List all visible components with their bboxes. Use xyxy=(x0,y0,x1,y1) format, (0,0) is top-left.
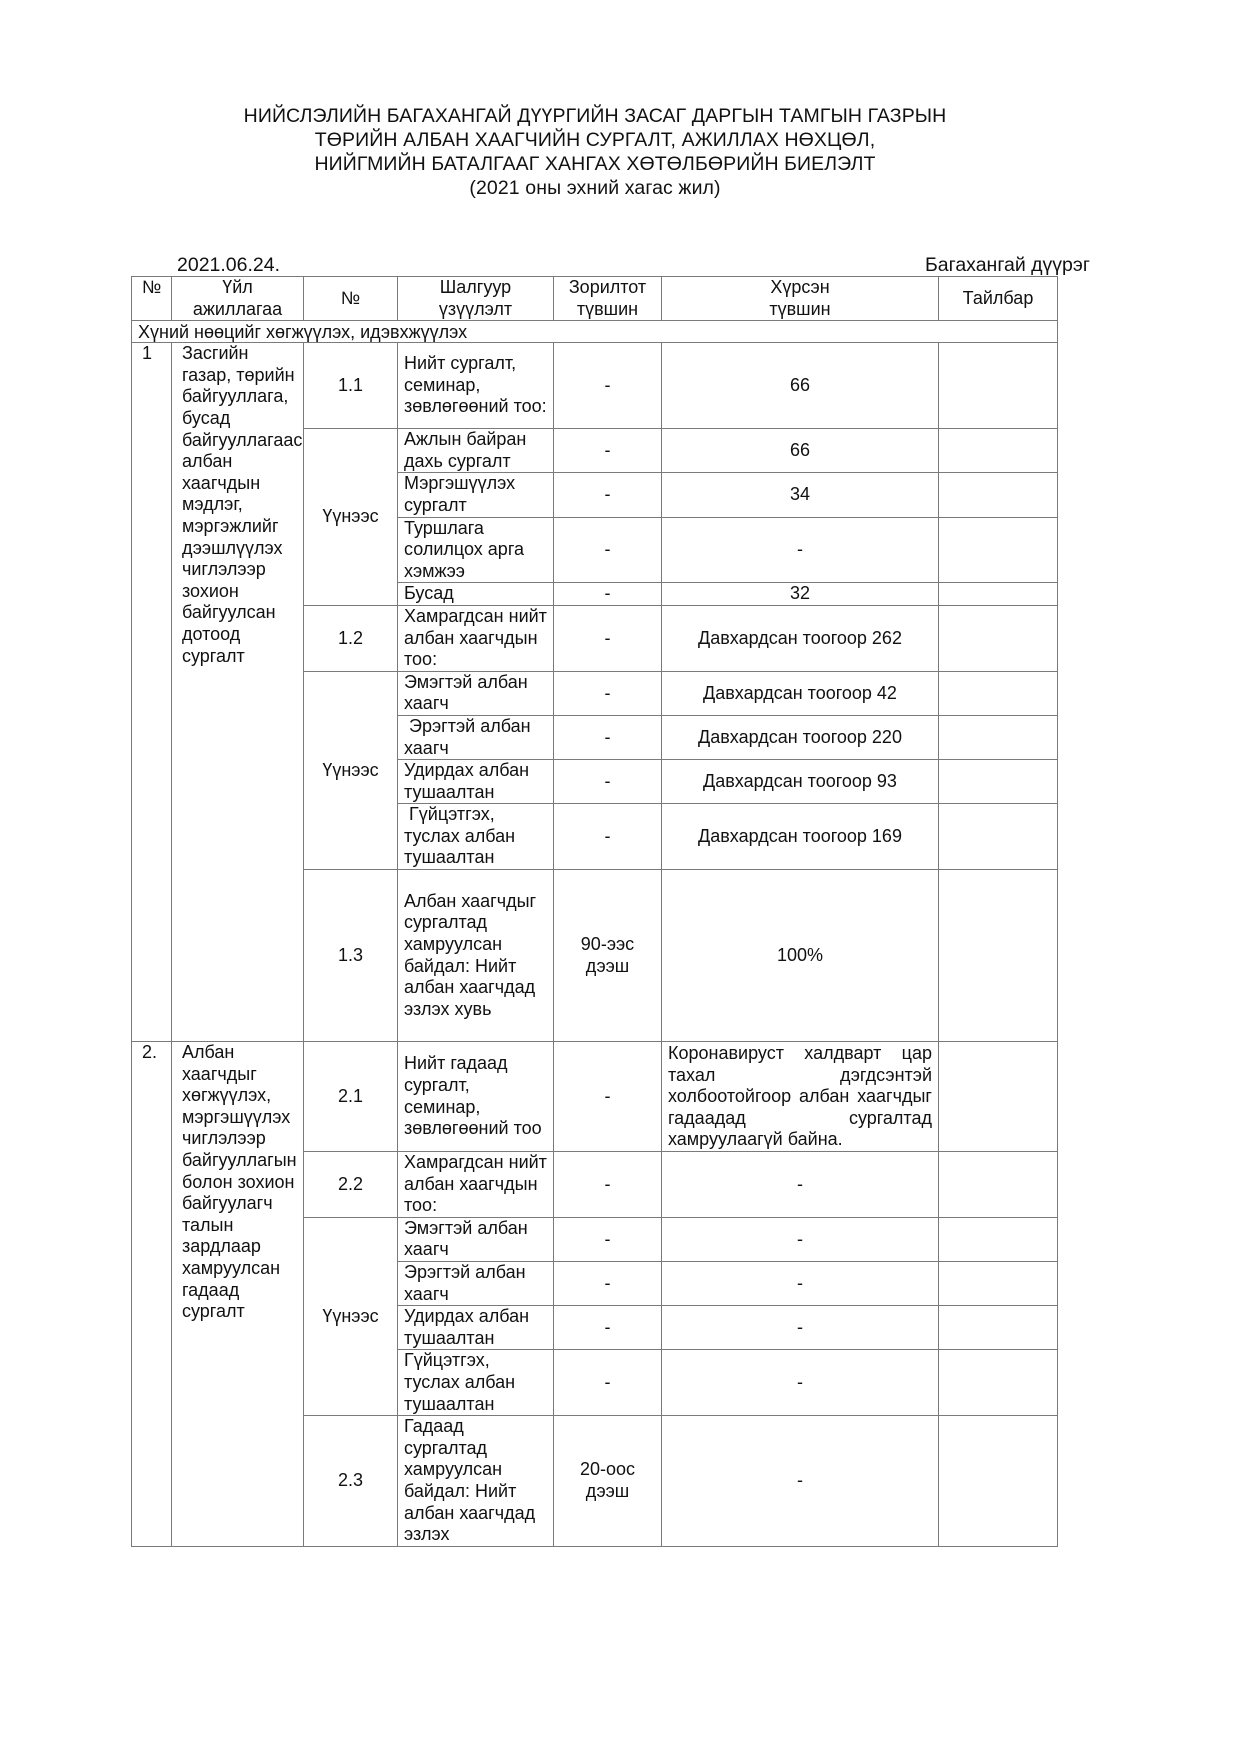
indicator: Эрэгтэй албан хаагч xyxy=(398,715,554,759)
header-activity: Үйл ажиллагаа xyxy=(172,277,304,321)
target: - xyxy=(554,715,662,759)
sub-no: 2.3 xyxy=(304,1416,398,1547)
indicator: Мэргэшүүлэх сургалт xyxy=(398,473,554,517)
table-row xyxy=(132,1042,1058,1152)
indicator: Нийт гадаад сургалт, семинар, зөвлөгөөний тоо xyxy=(398,1042,554,1152)
indicator: Гадаад сургалтад хамруулсан байдал: Нийт албан хаагчдад эзлэх xyxy=(398,1416,554,1547)
target: - xyxy=(554,804,662,870)
note xyxy=(939,1306,1058,1350)
note xyxy=(939,671,1058,715)
note xyxy=(939,343,1058,429)
indicator: Гүйцэтгэх, туслах албан тушаалтан xyxy=(398,804,554,870)
note xyxy=(939,1262,1058,1306)
achieved: 66 xyxy=(662,429,939,473)
report-table xyxy=(131,276,1058,1547)
achieved: 32 xyxy=(662,583,939,606)
sub-no: 2.2 xyxy=(304,1152,398,1218)
sub-no: Үүнээс xyxy=(304,429,398,606)
target: - xyxy=(554,1042,662,1152)
note xyxy=(939,1350,1058,1416)
target: - xyxy=(554,1306,662,1350)
achieved: - xyxy=(662,1416,939,1547)
target: - xyxy=(554,1217,662,1261)
target: - xyxy=(554,473,662,517)
achieved: Давхардсан тоогоор 93 xyxy=(662,760,939,804)
title-line-1: НИЙСЛЭЛИЙН БАГАХАНГАЙ ДҮҮРГИЙН ЗАСАГ ДАРГЫН ТАМГЫН ГАЗРЫН xyxy=(243,105,947,127)
target: - xyxy=(554,760,662,804)
header-row xyxy=(132,277,1058,321)
sub-no: 1.1 xyxy=(304,343,398,429)
sub-no: Үүнээс xyxy=(304,1217,398,1415)
achieved: - xyxy=(662,1350,939,1416)
target: - xyxy=(554,671,662,715)
note xyxy=(939,1217,1058,1261)
indicator: Эмэгтэй албан хаагч xyxy=(398,1217,554,1261)
indicator: Удирдах албан тушаалтан xyxy=(398,760,554,804)
district-name: Багахангай дүүрэг xyxy=(925,254,1090,276)
achieved: - xyxy=(662,1217,939,1261)
title-line-2: ТӨРИЙН АЛБАН ХААГЧИЙН СУРГАЛТ, АЖИЛЛАХ НӨХЦӨЛ, xyxy=(314,129,876,151)
target: - xyxy=(554,583,662,606)
note xyxy=(939,429,1058,473)
target: - xyxy=(554,1152,662,1218)
note xyxy=(939,760,1058,804)
note xyxy=(939,605,1058,671)
target: - xyxy=(554,1262,662,1306)
table-row xyxy=(132,343,1058,429)
document-title xyxy=(0,104,1190,200)
indicator: Бусад xyxy=(398,583,554,606)
indicator: Хамрагдсан нийт албан хаагчдын тоо: xyxy=(398,605,554,671)
indicator: Эмэгтэй албан хаагч xyxy=(398,671,554,715)
achieved: 66 xyxy=(662,343,939,429)
note xyxy=(939,870,1058,1042)
achieved: Давхардсан тоогоор 169 xyxy=(662,804,939,870)
note xyxy=(939,804,1058,870)
header-sub-no: № xyxy=(304,277,398,321)
header-target: Зорилтот түвшин xyxy=(554,277,662,321)
target: 20-оос дээш xyxy=(554,1416,662,1547)
indicator: Удирдах албан тушаалтан xyxy=(398,1306,554,1350)
title-subtitle: (2021 оны эхний хагас жил) xyxy=(469,177,721,199)
title-line-3: НИЙГМИЙН БАТАЛГААГ ХАНГАХ ХӨТӨЛБӨРИЙН БИЕЛЭЛТ xyxy=(314,153,876,175)
target: - xyxy=(554,1350,662,1416)
target: - xyxy=(554,429,662,473)
note xyxy=(939,715,1058,759)
section-title: Хүний нөөцийг хөгжүүлэх, идэвхжүүлэх xyxy=(132,321,1058,343)
achieved: - xyxy=(662,1262,939,1306)
target: 90-ээс дээш xyxy=(554,870,662,1042)
sub-no: 1.2 xyxy=(304,605,398,671)
achieved: 34 xyxy=(662,473,939,517)
header-note: Тайлбар xyxy=(939,277,1058,321)
note xyxy=(939,1416,1058,1547)
achieved: Давхардсан тоогоор 262 xyxy=(662,605,939,671)
indicator: Албан хаагчдыг сургалтад хамруулсан байдал: Нийт албан хаагчдад эзлэх хувь xyxy=(398,870,554,1042)
note xyxy=(939,1152,1058,1218)
achieved: 100% xyxy=(662,870,939,1042)
achieved: - xyxy=(662,1306,939,1350)
achieved: - xyxy=(662,1152,939,1218)
note xyxy=(939,583,1058,606)
achieved: Давхардсан тоогоор 42 xyxy=(662,671,939,715)
group-activity: Засгийн газар, төрийн байгууллага, бусад байгууллагаас албан хаагчдын мэдлэг, мэргэжлийг дээшлүүлэх чиглэлээр зохион байгуулсан дотоод сургалт xyxy=(172,343,304,1042)
note xyxy=(939,517,1058,583)
target: - xyxy=(554,517,662,583)
group-no: 1 xyxy=(132,343,172,1042)
group-activity: Албан хаагчдыг хөгжүүлэх, мэргэшүүлэх чиглэлээр байгууллагын болон зохион байгуулагч талын зардлаар хамруулсан гадаад сургалт xyxy=(172,1042,304,1547)
note xyxy=(939,473,1058,517)
indicator: Хамрагдсан нийт албан хаагчдын тоо: xyxy=(398,1152,554,1218)
sub-no: 1.3 xyxy=(304,870,398,1042)
indicator: Туршлага солилцох арга хэмжээ xyxy=(398,517,554,583)
target: - xyxy=(554,343,662,429)
indicator: Нийт сургалт, семинар, зөвлөгөөний тоо: xyxy=(398,343,554,429)
target: - xyxy=(554,605,662,671)
section-row xyxy=(132,321,1058,343)
report-date: 2021.06.24. xyxy=(177,254,281,276)
note xyxy=(939,1042,1058,1152)
indicator: Эрэгтэй албан хаагч xyxy=(398,1262,554,1306)
sub-no: 2.1 xyxy=(304,1042,398,1152)
indicator: Ажлын байран дахь сургалт xyxy=(398,429,554,473)
achieved: Коронавируст халдварт цар тахал дэгдсэнтэй холбоотойгоор албан хаагчдыг гадаадад сургалтад хамруулаагүй байна. xyxy=(662,1042,939,1152)
header-indicator: Шалгуур үзүүлэлт xyxy=(398,277,554,321)
header-achieved: Хүрсэн түвшин xyxy=(662,277,939,321)
achieved: Давхардсан тоогоор 220 xyxy=(662,715,939,759)
achieved: - xyxy=(662,517,939,583)
group-no: 2. xyxy=(132,1042,172,1547)
indicator: Гүйцэтгэх, туслах албан тушаалтан xyxy=(398,1350,554,1416)
header-no: № xyxy=(132,277,172,321)
sub-no: Үүнээс xyxy=(304,671,398,869)
